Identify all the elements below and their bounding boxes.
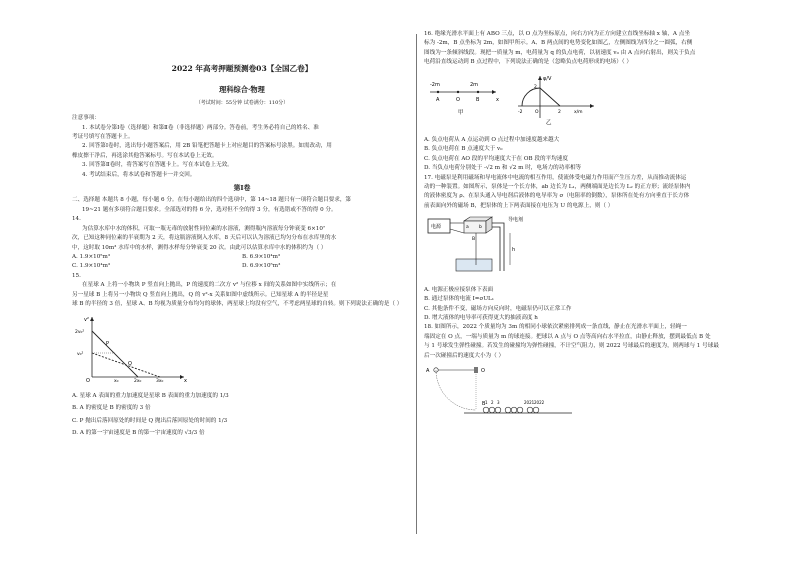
graph-origin: O: [86, 378, 90, 384]
graph-x-label: x: [184, 378, 187, 384]
question-17: [424, 174, 764, 324]
svg-text:φ/V: φ/V: [543, 75, 552, 82]
question-18: [424, 323, 764, 421]
question-stem: 18. 如图所示，2022 个质量均为 3m 的相同小球依次紧密排列成一条直线，静止在光滑水平面上，轻绳一: [424, 324, 687, 331]
notice-line: 1. 本试卷分第Ⅰ卷（选择题）和第Ⅱ卷（非选择题）两部分。答卷前，考生务必将自己的姓名、准: [82, 124, 319, 131]
option-d: D. 当负点电荷分别处于 -√2 m 和 √2 m 时，电场力的功率相等: [424, 165, 582, 172]
options-row: [72, 262, 412, 271]
tick-y-1: 2v₀²: [75, 330, 85, 336]
question-stem: 与 1 号球发生弹性碰撞。若发生的碰撞均为弹性碰撞，不计空气阻力，则 2022 号球最后的速度为，则两球与 1 号球最: [424, 343, 719, 350]
svg-text:导电剂: 导电剂: [508, 217, 524, 224]
exam-meta: （考试时间：55分钟 试卷满分：110分）: [195, 99, 289, 106]
question-14: [72, 215, 412, 271]
svg-text:-2: -2: [518, 109, 523, 115]
question-stem: 动的一种装置。如图所示，泵体是一个长方体，ab 边长为 L₁，两侧端面是边长为 L₂ 的正方形；流经泵体内: [424, 184, 691, 191]
caption-yi: 乙: [546, 119, 552, 126]
question-number: 16.: [424, 31, 433, 37]
question-number: 14.: [72, 216, 81, 223]
curve-q: [92, 353, 160, 377]
question-stem: 端固定在 O 点，一端与质量为 m 的球连接。把球以 A 点与 O 点等高向右水平拉直，由静止释放，摆到最低点 B 处: [424, 333, 711, 340]
curve-q-label: Q: [128, 361, 132, 368]
svg-text:2: 2: [534, 84, 537, 90]
question-16: [424, 30, 764, 174]
tick-x-3: 3x₀: [156, 379, 164, 384]
section-title: 第Ⅰ卷: [233, 184, 251, 193]
svg-text:2: 2: [491, 399, 494, 405]
question-stem: 在星球 A 上将一小物块 P 竖直向上抛出，P 的速度的二次方 v² 与位移 x 间的关系如图中实线所示；在: [82, 282, 337, 289]
svg-text:-2m: -2m: [430, 81, 440, 88]
svg-text:电源: 电源: [431, 224, 442, 231]
question-stem: 球 B 的半径的 3 倍，星球 A、B 均视为质量分布均匀的球体，两星球上均没有空气，不考虑两星球的自转。则下列说法正确的是（ ）: [72, 300, 403, 307]
option-d: D. A 的第一宇宙速度是 B 的第一宇宙速度的 √3/3 倍: [72, 429, 205, 436]
v2-x-graph: [72, 313, 412, 387]
option-d: D. 6.9×10⁵m³: [242, 263, 281, 270]
svg-text:x/m: x/m: [574, 109, 583, 115]
column-divider: [416, 34, 417, 534]
svg-text:h: h: [512, 247, 516, 254]
figure-pair: [424, 72, 764, 132]
svg-text:A: A: [426, 367, 430, 374]
question-stem: 标为 -2m，B 点坐标为 2m，如图甲所示。A、B 两点间的电势变化如图乙，左侧图线为四分之一圆弧，右侧: [424, 40, 693, 47]
svg-text:O: O: [481, 367, 485, 374]
svg-text:O: O: [535, 109, 539, 115]
option-a: A. 电源正极应接泵体下表面: [424, 286, 494, 293]
page-subtitle: 理科综合·物理: [219, 85, 265, 95]
left-column: [72, 30, 412, 438]
svg-text:1: 1: [485, 399, 488, 405]
question-number: 15.: [72, 272, 81, 279]
option-b: B. 通过泵体的电流 I=σUL₁: [424, 296, 494, 303]
options-row: [72, 253, 412, 262]
caption-jia: 甲: [458, 109, 464, 116]
curve-p-label: P: [106, 341, 110, 348]
option-a: A. 负点电荷从 A 点运动到 O 点过程中加速度越来越大: [424, 137, 560, 144]
graph-y-label: v²: [84, 317, 89, 324]
option-c: C. 1.9×10⁴m³: [72, 263, 111, 270]
question-stem: 为估算水库中水的体积，可取一瓶无毒的放射性同位素的水溶液，测得瓶内溶液每分钟衰变 6×10⁷: [82, 225, 326, 232]
question-stem: 中，这时取 10m³ 水库中的水样，测得水样每分钟衰变 20 次。由此可以估算水库中水的体积约为（ ）: [72, 244, 327, 251]
section-intro: 19~21 题有多项符合题目要求。全部选对的得 6 分，选对但不全的得 3 分，有选错或不答的得 0 分。: [82, 206, 337, 213]
option-a: A. 1.9×10⁵m³: [72, 253, 111, 260]
svg-text:B: B: [472, 237, 476, 243]
svg-text:A: A: [436, 96, 440, 103]
question-stem: 前表面向外的磁场 B，把泵体的上下两表面接在电压为 U 的电源上，则（ ）: [424, 202, 614, 209]
svg-text:2m: 2m: [470, 81, 479, 88]
svg-text:2021: 2021: [524, 399, 535, 405]
notice-line: 考证号填写在答题卡上。: [72, 134, 134, 141]
pump-figure: [424, 215, 764, 281]
option-c: C. P 抛出后落回原处的时间是 Q 抛出后落回原处的时间的 1/3: [72, 417, 228, 424]
option-c: C. 其他条件不变，磁场方向反向时，电磁泵仍可以正常工作: [424, 305, 572, 312]
question-stem: 次，已知这种同位素的半衰期为 2 天，将这瓶溶液倒入水库，8 天后可以认为溶液已均匀分布在水库里的水: [72, 235, 337, 242]
svg-text:2: 2: [558, 109, 561, 115]
tick-x-1: x₀: [114, 379, 119, 384]
right-column: [424, 30, 764, 425]
figure-jia: [430, 82, 499, 116]
page-title: 2022 年高考押题预测卷03【全国乙卷】: [171, 64, 313, 73]
question-stem: 绝缘光滑水平面上有 ABO 三点，以 O 点为坐标原点，向右方向为正方向建立直线坐标轴 x 轴，A 点坐: [434, 31, 690, 37]
notice-heading: 注意事项：: [72, 115, 100, 122]
tick-y-2: v₀²: [77, 352, 84, 358]
svg-text:3: 3: [497, 399, 500, 405]
question-15: [72, 272, 412, 439]
question-stem: 另一星球 B 上将另一小物块 Q 竖直向上抛出，Q 的 v²-x 关系如图中虚线所示。已知星球 A 的半径是星: [72, 291, 329, 298]
option-b: B. 6.9×10⁴m³: [242, 253, 281, 260]
notice-line: 2. 回答第Ⅰ卷时，选出每小题答案后，用 2B 铅笔把答题卡上对应题目的答案标号涂黑。如需改动，用: [82, 143, 332, 150]
notice-line: 4. 考试结束后，将本试卷和答题卡一并交回。: [82, 171, 196, 178]
svg-text:a: a: [466, 225, 469, 231]
option-b: B. 负点电荷在 B 点速度大于 v₀: [424, 146, 503, 153]
svg-text:x: x: [496, 96, 499, 103]
option-a: A. 星球 A 表面的重力加速度是星球 B 表面的重力加速度的 1/3: [72, 392, 229, 399]
figure-yi: [518, 76, 594, 126]
svg-text:b: b: [479, 225, 482, 231]
question-stem: 17. 电磁泵是利用磁场和导电流体中电流的相互作用，使流体受电磁力作用而产生压力差，从而推动流体运: [424, 174, 687, 181]
section-intro: 二、选择题 本题共 8 小题，每小题 6 分。在每小题给出的四个选项中，第 14~18 题只有一项符合题目要求，第: [72, 197, 352, 204]
notice-line: 橡皮擦干净后，再选涂其他答案标号。写在本试卷上无效。: [72, 152, 218, 159]
svg-text:B: B: [482, 400, 486, 407]
option-c: C. 负点电荷在 AO 段的平均速度大于在 OB 段的平均速度: [424, 155, 568, 162]
option-b: B. A 的密度是 B 的密度的 3 倍: [72, 405, 151, 412]
option-d: D. 增大液体的电导率可获得更大的抽液高度 h: [424, 314, 538, 321]
svg-text:2022: 2022: [534, 399, 545, 405]
svg-text:B: B: [476, 96, 480, 103]
question-stem: 的液体密度为 ρ、在泵头通入导电剂后液体的电导率为 σ（电阻率的倒数），泵体所在处有方向垂直于长方体: [424, 193, 690, 200]
svg-text:O: O: [456, 96, 460, 103]
question-stem: 后一次碰撞后的速度大小为（ ）: [424, 352, 505, 359]
question-stem: 图线为一条倾斜线段。现把一质量为 m，电荷量为 q 的负点电荷，以初速度 v₀ 由 A 点向右射出，则关于负点: [424, 49, 696, 56]
tick-x-2: 2x₀: [134, 379, 142, 384]
question-stem: 电荷沿直线运动到 B 点过程中，下列说法正确的是（忽略负点电荷形成的电场）（ ）: [424, 59, 633, 66]
curve-p: [92, 331, 138, 377]
notice-line: 3. 回答第Ⅱ卷时，将答案写在答题卡上。写在本试卷上无效。: [82, 162, 233, 169]
pendulum-figure: [424, 365, 764, 421]
